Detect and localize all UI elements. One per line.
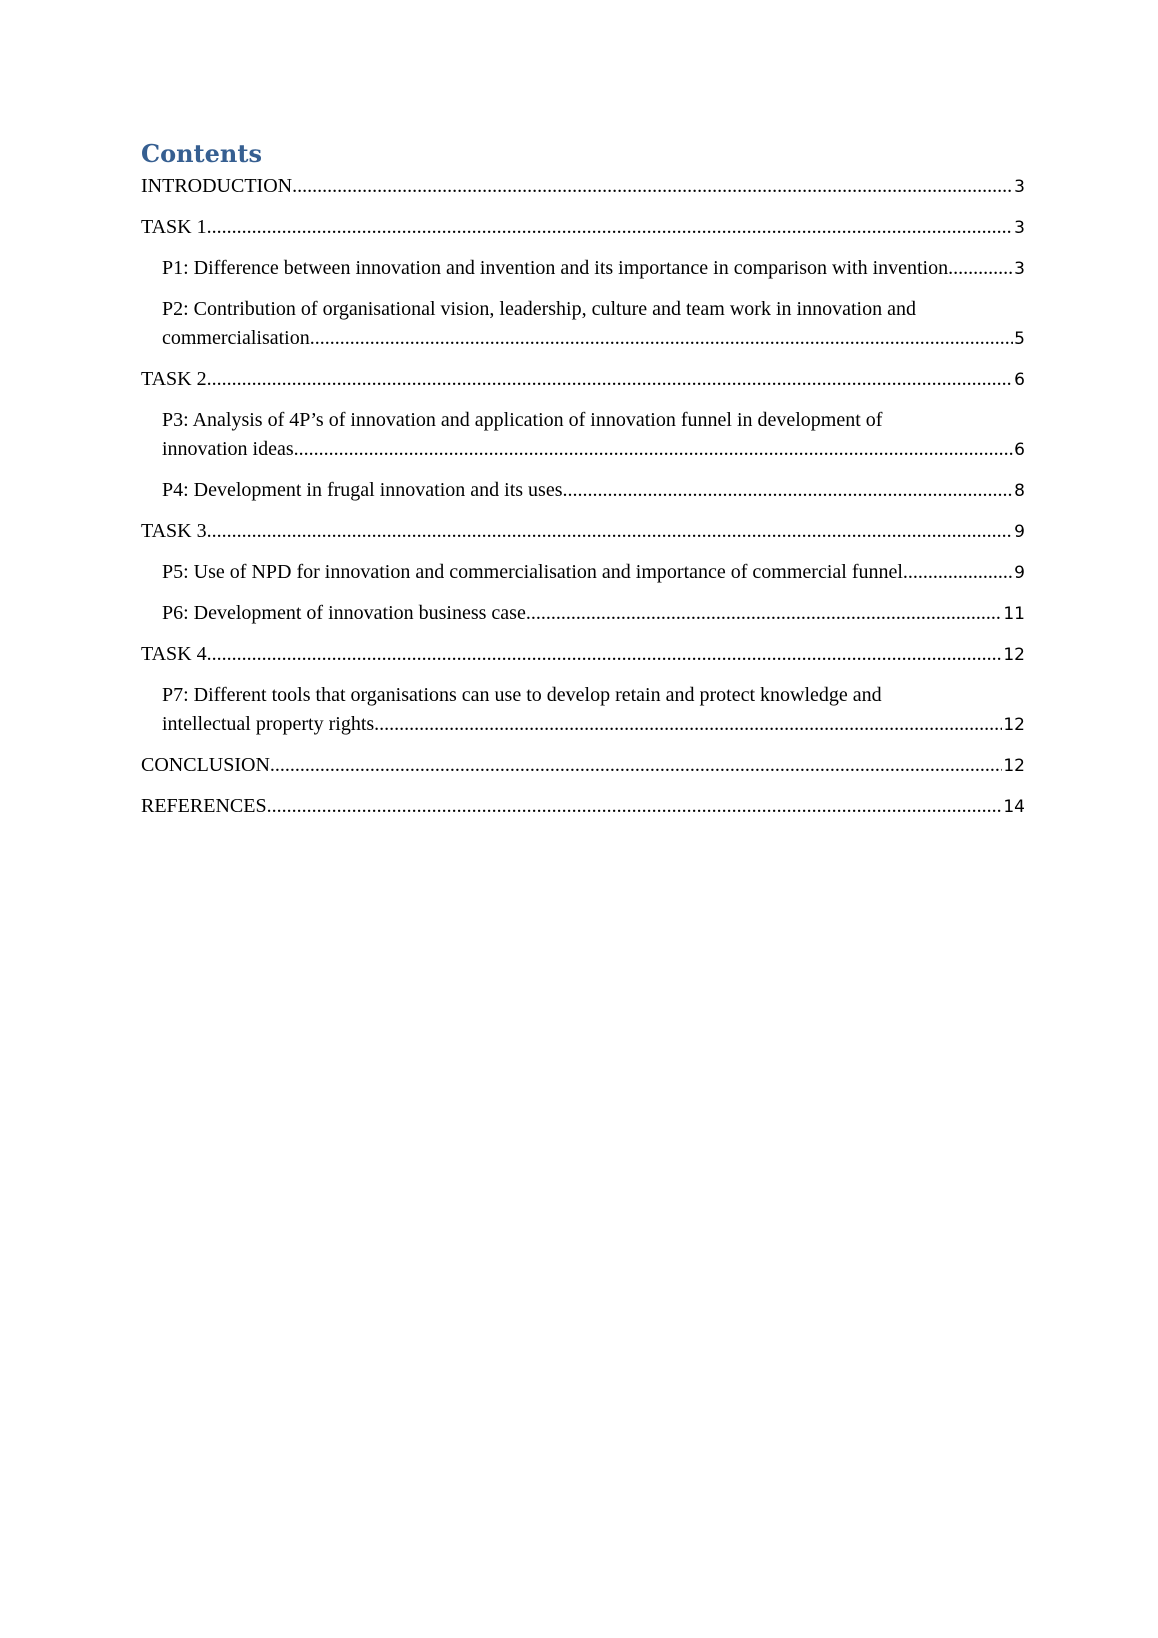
toc-entry-text: TASK 3 [141, 520, 207, 542]
toc-page-number: 12 [1003, 756, 1025, 776]
toc-page-number: 6 [1014, 440, 1025, 460]
toc-entry-p4[interactable] [141, 476, 1025, 506]
dot-leader [207, 365, 1014, 394]
toc-title: Contents [141, 139, 262, 168]
toc-entry-text-line1: P3: Analysis of 4P’s of innovation and application of innovation funnel in development of [162, 409, 883, 431]
toc-entry-text: innovation ideas [162, 438, 294, 460]
toc-entry-text-line1: P2: Contribution of organisational vision, leadership, culture and team work in innovation and [162, 298, 916, 320]
toc-entry-text: commercialisation [162, 327, 310, 349]
dot-leader [207, 640, 1003, 669]
toc-entry-text: REFERENCES [141, 795, 267, 817]
toc-entry-task-3[interactable] [141, 517, 1025, 547]
toc-entry-text: TASK 4 [141, 643, 207, 665]
toc-entry-p7[interactable] [141, 681, 1025, 740]
toc-entry-text: CONCLUSION [141, 754, 270, 776]
dot-leader [207, 213, 1014, 242]
dot-leader [310, 324, 1013, 353]
toc-entry-task-1[interactable] [141, 213, 1025, 243]
toc-page-number: 12 [1003, 645, 1025, 665]
toc-entry-task-2[interactable] [141, 365, 1025, 395]
toc-entry-text: P1: Difference between innovation and invention and its importance in comparison with invention [162, 257, 949, 279]
dot-leader [526, 599, 1003, 628]
toc-page-number: 3 [1014, 259, 1025, 279]
toc-entry-text: TASK 2 [141, 368, 207, 390]
toc-entry-text: P5: Use of NPD for innovation and commercialisation and importance of commercial funnel [162, 561, 903, 583]
toc-page-number: 3 [1014, 218, 1025, 238]
toc-page-number: 5 [1014, 329, 1025, 349]
toc-page-number: 12 [1003, 715, 1025, 735]
toc-page-number: 9 [1014, 522, 1025, 542]
toc-entry-references[interactable] [141, 792, 1025, 822]
table-of-contents [141, 138, 1025, 833]
toc-page-number: 3 [1014, 177, 1025, 197]
dot-leader [374, 710, 1002, 739]
toc-entry-p3[interactable] [141, 406, 1025, 465]
toc-entry-text: INTRODUCTION [141, 175, 293, 197]
toc-entry-p1[interactable] [141, 254, 1025, 284]
toc-page-number: 8 [1014, 481, 1025, 501]
toc-entry-conclusion[interactable] [141, 751, 1025, 781]
toc-entry-text: P4: Development in frugal innovation and its uses [162, 479, 563, 501]
dot-leader [207, 517, 1014, 546]
dot-leader [267, 792, 1003, 821]
toc-entry-p6[interactable] [141, 599, 1025, 629]
dot-leader [563, 476, 1014, 505]
toc-entry-p2[interactable] [141, 295, 1025, 354]
dot-leader [292, 172, 1013, 201]
dot-leader [294, 435, 1014, 464]
toc-page-number: 9 [1014, 563, 1025, 583]
dot-leader [948, 254, 1013, 283]
toc-page-number: 14 [1003, 797, 1025, 817]
toc-entry-text-line1: P7: Different tools that organisations can use to develop retain and protect knowledge and [162, 684, 882, 706]
toc-entry-p5[interactable] [141, 558, 1025, 588]
toc-entry-introduction[interactable] [141, 172, 1025, 202]
toc-entry-text: P6: Development of innovation business case [162, 602, 526, 624]
toc-entry-text: TASK 1 [141, 216, 207, 238]
toc-entry-task-4[interactable] [141, 640, 1025, 670]
toc-entry-text: intellectual property rights [162, 713, 375, 735]
toc-page-number: 11 [1003, 604, 1025, 624]
dot-leader [903, 558, 1013, 587]
toc-page-number: 6 [1014, 370, 1025, 390]
dot-leader [270, 751, 1002, 780]
